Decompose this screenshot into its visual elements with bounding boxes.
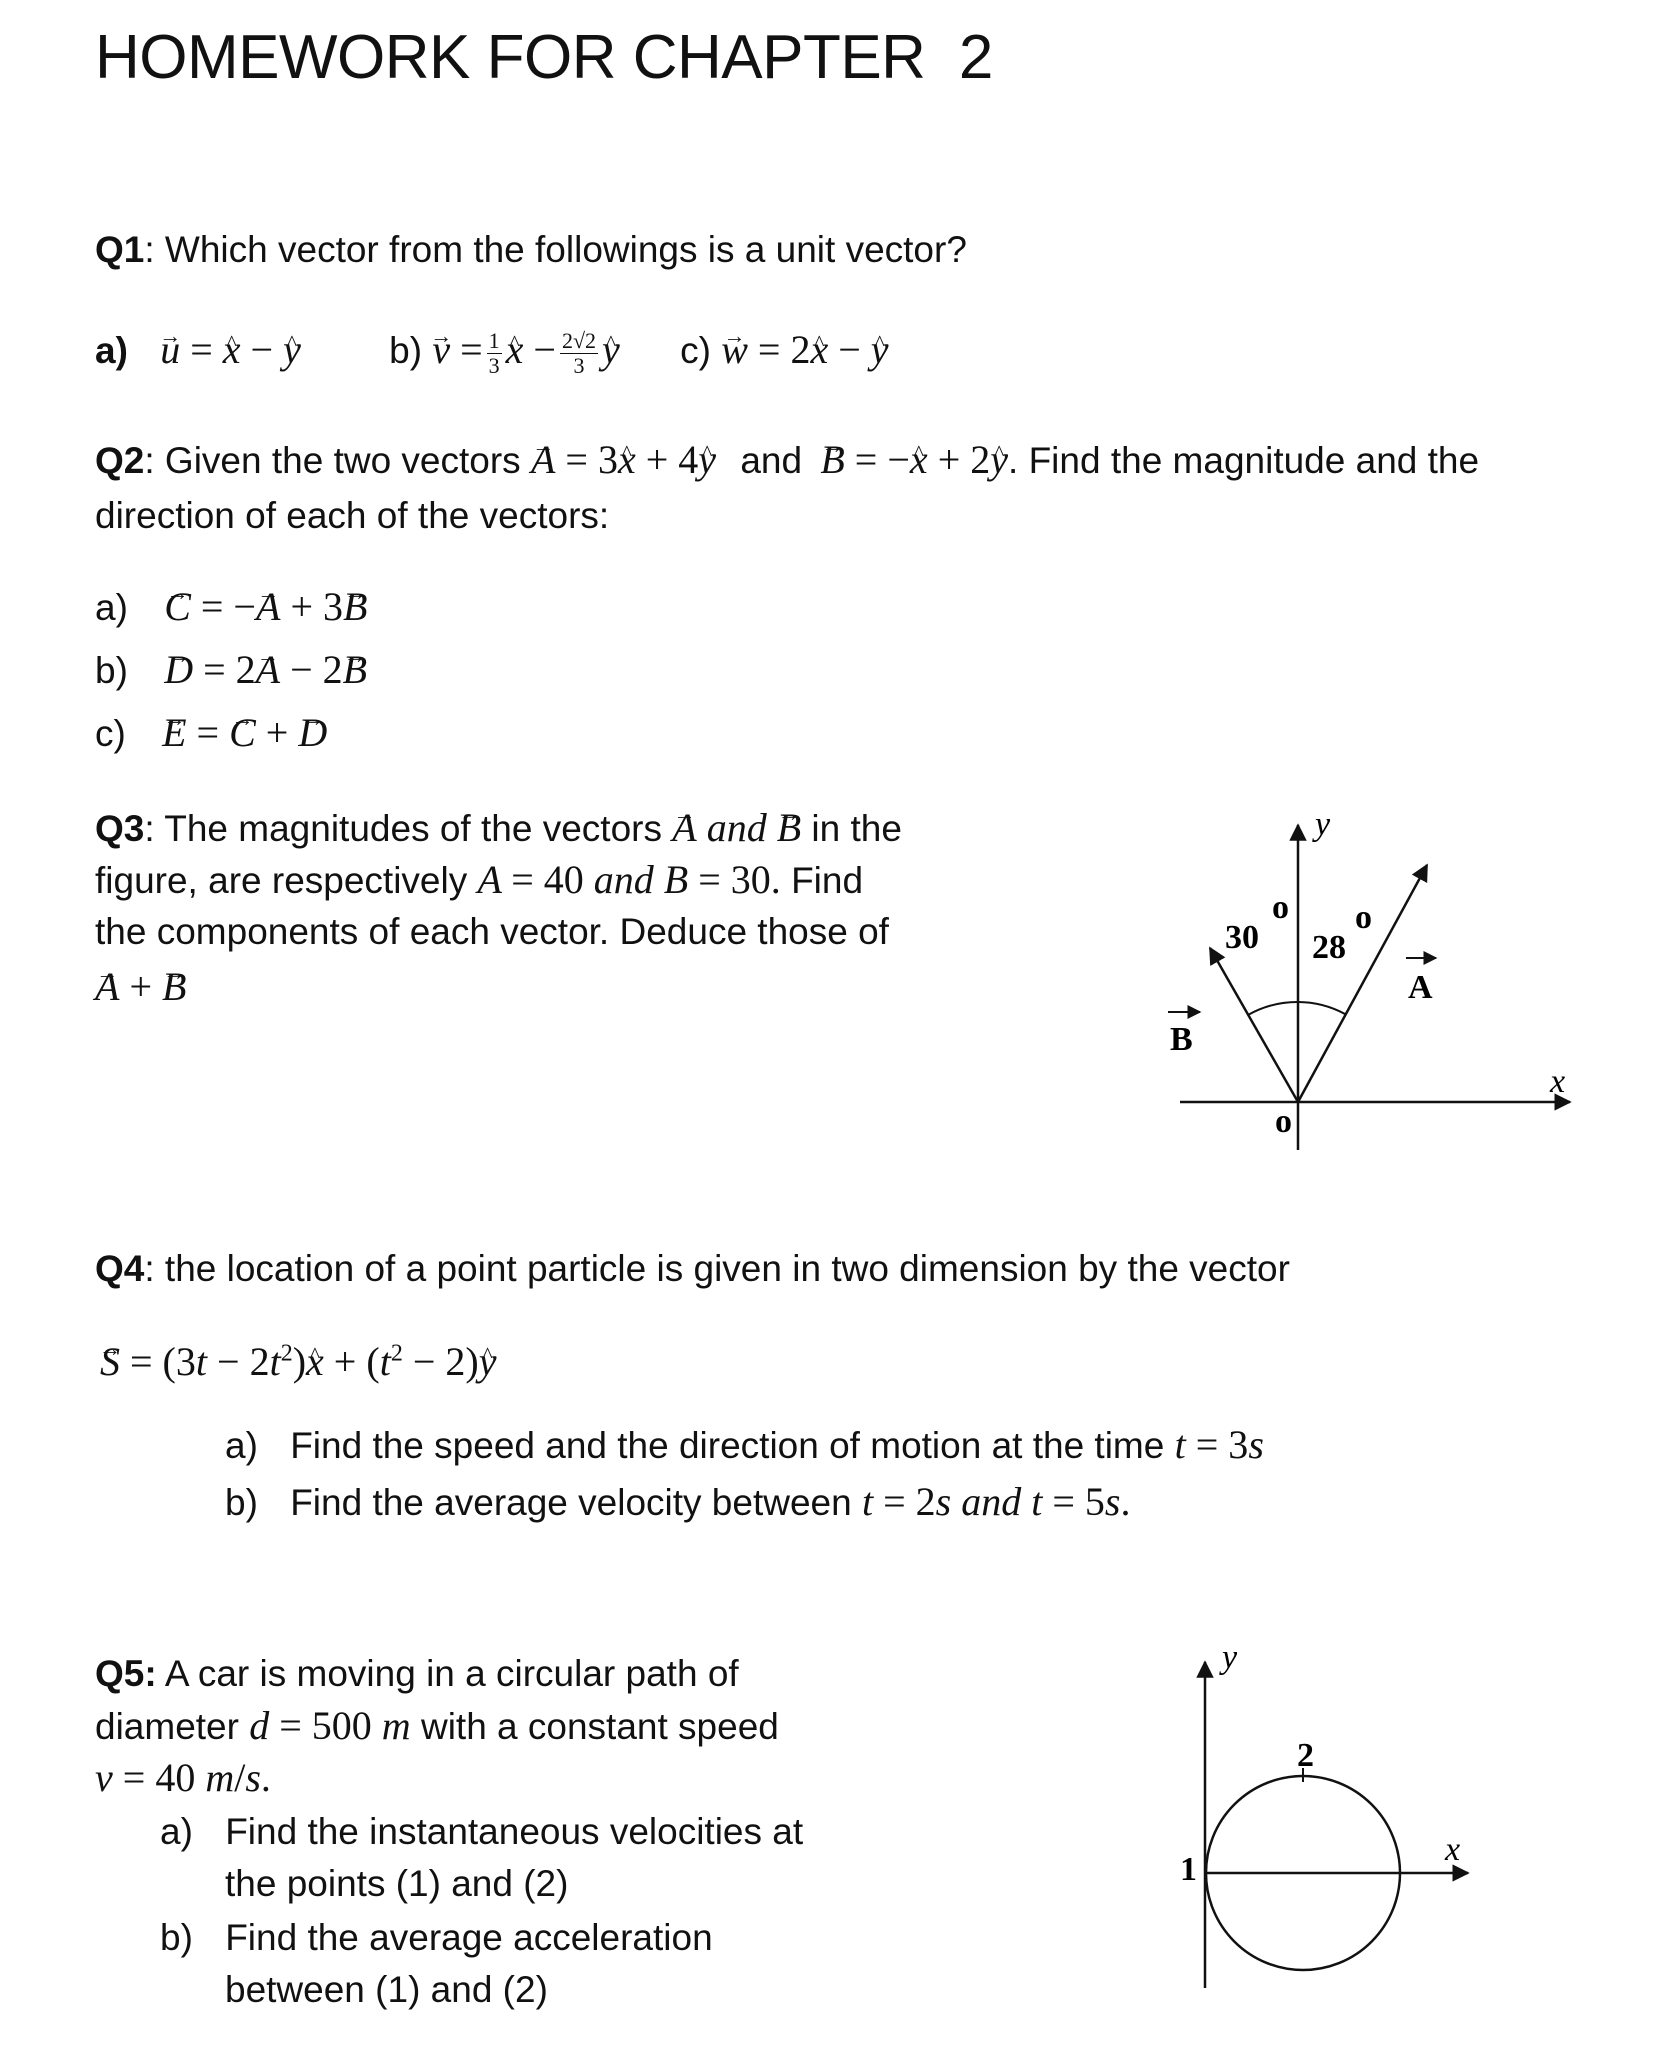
q3-line3: the components of each vector. Deduce those of xyxy=(95,911,889,952)
q3-vec-b-label: B xyxy=(1170,1021,1193,1058)
q3-vec-a-label: A xyxy=(1408,969,1433,1006)
q3-line1 xyxy=(95,806,902,851)
q2-and: and xyxy=(740,440,803,481)
q1-option-b-formula: → v = $\frac{1}{3}$ ^ x − $\frac{2√2}{3}$ ^ y xyxy=(432,327,620,372)
q5-item-a-line2: the points (1) and (2) xyxy=(225,1863,569,1904)
q4-item-a-text: Find the speed and the direction of motion at the time xyxy=(290,1425,1175,1466)
q5-item-a-line1: Find the instantaneous velocities at xyxy=(225,1811,804,1852)
q5-item-a xyxy=(160,1810,803,1854)
q2-item-c-formula: → E = → C + → D xyxy=(162,710,327,755)
q3-line2 xyxy=(95,858,863,903)
q1-text: : Which vector from the followings is a unit vector? xyxy=(144,229,967,270)
q5-diameter: d = 500 m xyxy=(249,1703,411,1748)
q1-option-c-formula: → w = 2^ x − ^ y xyxy=(721,327,888,372)
q1-prompt xyxy=(95,228,967,272)
q5-point-1-label: 1 xyxy=(1180,1851,1197,1888)
q3-angle-arc-b xyxy=(1248,1002,1298,1015)
q3-sum-formula: → A + → B xyxy=(95,964,186,1009)
q1-option-a-label: a) xyxy=(95,330,128,371)
q5-line2-after: with a constant speed xyxy=(410,1706,779,1747)
q5-label: Q5: xyxy=(95,1653,157,1694)
q3-line2-after: Find xyxy=(780,860,864,901)
q3-vectors: → A and → B xyxy=(672,805,801,850)
q3-origin-label: o xyxy=(1275,1103,1292,1140)
q4-position-vector xyxy=(100,1332,496,1385)
q3-line2-before: figure, are respectively xyxy=(95,860,478,901)
q4-item-b-label: b) xyxy=(225,1482,258,1523)
q1-option-b-label: b) xyxy=(389,330,423,371)
q5-item-b-label: b) xyxy=(160,1917,193,1958)
q5-x-label: x xyxy=(1445,1831,1461,1868)
q5-y-label: y xyxy=(1222,1640,1238,1676)
q4-item-a-formula: t = 3s xyxy=(1174,1422,1264,1467)
q3-x-label: x xyxy=(1550,1063,1566,1100)
q3-magnitudes: A = 40 and B = 30. xyxy=(477,857,781,902)
q5-line1-text: A car is moving in a circular path of xyxy=(156,1653,739,1694)
q1-label: Q1 xyxy=(95,229,145,270)
q3-vector-figure xyxy=(1150,800,1610,1160)
q2-vector-a: → A = 3^ x + 4^ y xyxy=(531,437,716,482)
q2-vector-b: → B = −^ x + 2^ y xyxy=(820,437,1008,482)
q5-speed: v = 40 m/s. xyxy=(95,1755,271,1800)
q1-option-a-formula: → u = ^ x − ^ y xyxy=(160,327,301,372)
q5-item-b-line2: between (1) and (2) xyxy=(225,1969,548,2010)
q2-item-c-label: c) xyxy=(95,713,126,754)
q3-line4 xyxy=(95,965,186,1010)
q4-item-b xyxy=(225,1480,1131,1525)
q3-angle-b-label: 30 xyxy=(1225,919,1259,956)
q4-item-a-label: a) xyxy=(225,1425,258,1466)
q5-line3 xyxy=(95,1756,271,1801)
q2-item-b-formula: → D = 2→ A − 2→ B xyxy=(164,647,367,692)
q4-text: : the location of a point particle is given in two dimension by the vector xyxy=(144,1248,1290,1289)
q2-item-b xyxy=(95,648,367,693)
q2-item-a xyxy=(95,585,367,630)
q5-item-b xyxy=(160,1916,713,1960)
q4-item-b-formula: t = 2s and t = 5s. xyxy=(861,1479,1131,1524)
q2-item-a-formula: → C = −→ A + 3→ B xyxy=(164,584,367,629)
q5-point-2-label: 2 xyxy=(1297,1737,1314,1774)
q4-prompt xyxy=(95,1247,1290,1291)
q3-angle-a-degree: o xyxy=(1355,899,1372,936)
q5-line2 xyxy=(95,1704,779,1749)
q5-item-b-line1: Find the average acceleration xyxy=(225,1917,713,1958)
q4-label: Q4 xyxy=(95,1248,145,1289)
q3-angle-a-label: 28 xyxy=(1312,929,1346,966)
q2-item-b-label: b) xyxy=(95,650,128,691)
q5-circle-figure xyxy=(1170,1640,1490,2000)
q2-text-after: . Find the magnitude and the xyxy=(1008,440,1480,481)
q2-item-c xyxy=(95,711,327,756)
q2-prompt xyxy=(95,438,1479,483)
q4-formula: → $S = (3t - 2t^2)\^{}$ $x + (t^2$ − 2)^ y xyxy=(100,1339,496,1384)
q4-item-a xyxy=(225,1423,1264,1468)
q5-item-a-label: a) xyxy=(160,1811,193,1852)
q3-y-label: y xyxy=(1315,806,1331,843)
q3-line1-before: : The magnitudes of the vectors xyxy=(144,808,673,849)
q2-text-before: : Given the two vectors xyxy=(144,440,531,481)
q3-label: Q3 xyxy=(95,808,145,849)
q1-option-c-label: c) xyxy=(680,330,711,371)
q2-label: Q2 xyxy=(95,440,145,481)
q3-angle-b-degree: o xyxy=(1272,889,1289,926)
q4-item-b-text: Find the average velocity between xyxy=(290,1482,862,1523)
q3-vector-b-line xyxy=(1210,948,1298,1102)
q2-item-a-label: a) xyxy=(95,587,128,628)
q3-angle-arc-a xyxy=(1298,1002,1345,1014)
q5-line1 xyxy=(95,1652,739,1696)
q3-line1-after: in the xyxy=(801,808,902,849)
page-title: HOMEWORK FOR CHAPTER 2 xyxy=(95,23,993,92)
q1-options xyxy=(95,328,889,378)
q5-line2-before: diameter xyxy=(95,1706,250,1747)
q2-line2: direction of each of the vectors: xyxy=(95,495,610,536)
